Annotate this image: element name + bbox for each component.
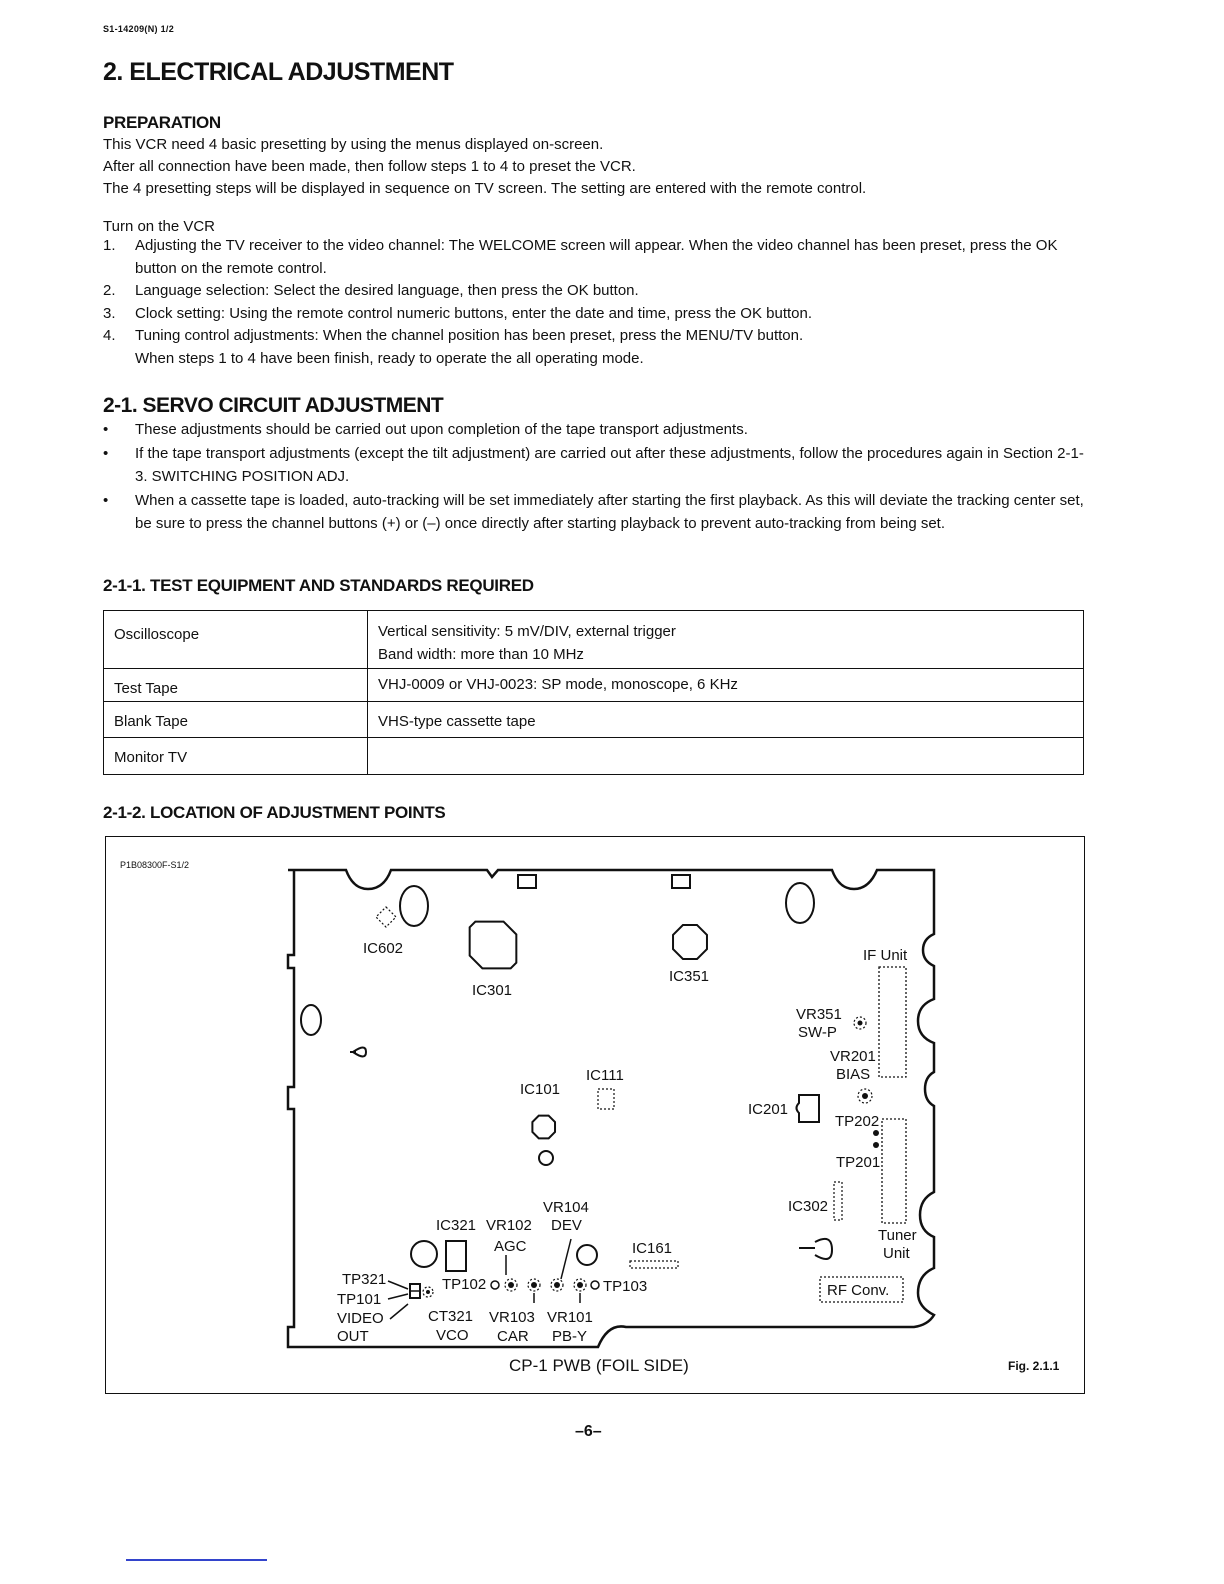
tp103-point [591,1281,599,1289]
board-diagram-frame [105,836,1085,1394]
tuner-label: Tuner [878,1227,917,1244]
vr102-dot [508,1282,514,1288]
equipment-table [103,610,1084,775]
note-text: If the tape transport adjustments (except the tilt adjustment) are carried out after these adjustments, follow the procedures again in Section 2-1-3. SWITCHING POSITION ADJ. [135,444,1084,485]
step-number: 4. [103,327,116,344]
tp201-point [873,1142,879,1148]
video-pointer [390,1304,408,1319]
ct321-label: CT321 [428,1308,474,1325]
final-note [103,348,1088,371]
table-cell-item [104,702,368,738]
step-text: Adjusting the TV receiver to the video channel: The WELCOME screen will appear. When the video channel has been preset, press the OK button on the remote control. [135,237,1058,277]
tp101-dot [426,1290,430,1294]
item-name: Monitor TV [114,749,188,766]
step-number: 3. [103,304,116,322]
tp202-label: TP202 [835,1113,880,1130]
servo-notes [103,418,1088,536]
table-row [104,669,1084,702]
table-cell-item [104,611,368,669]
bullet: • [103,491,109,509]
vr351-label: VR351 [796,1006,842,1023]
table-cell-item [104,738,368,775]
servo-heading: 2-1. SERVO CIRCUIT ADJUSTMENT [103,394,444,417]
car-label: CAR [497,1328,529,1345]
pb-y-label: PB-Y [552,1328,588,1345]
ic321-circle [411,1241,437,1267]
ic301-label: IC301 [472,982,513,999]
diagram-caption: CP-1 PWB (FOIL SIDE) [509,1356,689,1375]
note-text: These adjustments should be carried out upon completion of the tape transport adjustments. [135,421,748,438]
table-row [104,611,1084,669]
step-number: 1. [103,237,116,254]
preparation-intro [103,134,866,200]
vr101-label: VR101 [547,1309,593,1326]
intro-line: The 4 presetting steps will be displayed in sequence on TV screen. The setting are entered with the remote control. [103,180,867,197]
vr101-dot [577,1282,583,1288]
mount-hole [400,886,428,926]
turn-on-text: Turn on the VCR [103,218,215,235]
item-name: Test Tape [114,680,178,697]
tp201-label: TP201 [836,1154,881,1171]
link-underline [126,1559,267,1561]
agc-label: AGC [494,1238,527,1255]
video-label: VIDEO [337,1310,384,1327]
note-text: When a cassette tape is loaded, auto-tracking will be set immediately after starting the first playback. As this will deviate the tracking center set, be sure to press the channel buttons (+) or (–) once directly after starting playback to prevent auto-tracking from being set. [135,491,1084,532]
component-circle [577,1245,597,1265]
unit-label: Unit [883,1245,910,1262]
vr103-label: VR103 [489,1309,535,1326]
table-cell-spec [368,669,1084,702]
step-text: Tuning control adjustments: When the channel position has been preset, press the MENU/TV button. [135,327,804,344]
item-name: Blank Tape [114,713,188,730]
spec-line: Band width: more than 10 MHz [378,646,584,663]
rf-conv-label: RF Conv. [827,1282,890,1299]
connector-symbol [815,1239,832,1259]
bullet: • [103,444,109,462]
spec-line: Vertical sensitivity: 5 mV/DIV, external trigger [378,623,676,640]
vr201-dot [862,1093,868,1099]
figure-number: Fig. 2.1.1 [1008,1359,1060,1373]
step-text: Language selection: Select the desired language, then press the OK button. [135,282,639,299]
if-unit-label: IF Unit [863,947,908,964]
step-number: 2. [103,282,116,299]
servo-note [103,442,1088,489]
pwb-diagram [106,837,1084,1393]
vr104-dot [554,1282,560,1288]
page-number: –6– [575,1423,602,1440]
ic302-symbol [834,1182,842,1220]
vco-label: VCO [436,1327,469,1344]
servo-note [103,418,1088,442]
intro-line: After all connection have been made, then follow steps 1 to 4 to preset the VCR. [103,158,636,175]
sw-p-label: SW-P [798,1024,837,1041]
preset-step [103,325,1088,348]
preset-steps [103,235,1088,370]
ic602-label: IC602 [363,940,404,957]
ic302-label: IC302 [788,1198,829,1215]
item-name: Oscilloscope [114,626,200,643]
tp103-label: TP103 [603,1278,648,1295]
ic101-symbol [527,1111,560,1144]
spec-line: VHJ-0009 or VHJ-0023: SP mode, monoscope, 6 KHz [378,676,738,693]
tp101-pointer [388,1294,408,1299]
top-pad [518,875,536,888]
vr104-label: VR104 [543,1199,589,1216]
ic351-label: IC351 [669,968,710,985]
vr104-arrow [561,1239,571,1279]
step-text: Clock setting: Using the remote control numeric buttons, enter the date and time, press the OK button. [135,304,813,322]
ic201-symbol [797,1095,820,1122]
intro-line: This VCR need 4 basic presetting by using the menus displayed on-screen. [103,136,604,153]
ic602-symbol [376,907,396,927]
ic111-symbol [598,1089,614,1109]
ic111-label: IC111 [586,1067,624,1084]
table-cell-spec [368,611,1084,669]
page-title: 2. ELECTRICAL ADJUSTMENT [103,58,454,86]
tp202-point [873,1130,879,1136]
table-cell-spec [368,738,1084,775]
ic321-symbol [446,1241,466,1271]
vr201-label: VR201 [830,1048,876,1065]
ic161-label: IC161 [632,1240,673,1257]
out-label: OUT [337,1328,369,1345]
table-row [104,702,1084,738]
bullet: • [103,421,109,438]
equipment-heading: 2-1-1. TEST EQUIPMENT AND STANDARDS REQUIRED [103,576,534,595]
board-code: P1B08300F-S1/2 [120,860,190,870]
servo-note [103,489,1088,536]
tp101-label: TP101 [337,1291,382,1308]
vr103-dot [531,1282,537,1288]
tp102-label: TP102 [442,1276,487,1293]
mount-hole [301,1005,321,1035]
preparation-heading: PREPARATION [103,113,221,132]
location-heading: 2-1-2. LOCATION OF ADJUSTMENT POINTS [103,803,446,822]
if-unit-outline [879,967,906,1077]
preset-step [103,280,1088,303]
dev-label: DEV [551,1217,582,1234]
vr351-dot [858,1021,863,1026]
preset-step [103,303,1088,326]
final-note-text: When steps 1 to 4 have been finish, ready to operate the all operating mode. [135,349,644,367]
table-cell-item [104,669,368,702]
tp321-label: TP321 [342,1271,387,1288]
bias-label: BIAS [836,1066,871,1083]
ic201-label: IC201 [748,1101,789,1118]
preset-step [103,235,1088,280]
tuner-signal-lines [882,1119,906,1223]
mount-hole [786,883,814,923]
top-pad [672,875,690,888]
tp102-point [491,1281,499,1289]
ic101-hole [539,1151,553,1165]
ic321-label: IC321 [436,1217,477,1234]
tp321-pointer [388,1281,408,1289]
table-cell-spec [368,702,1084,738]
spec-line: VHS-type cassette tape [378,713,536,730]
ic301-symbol [456,908,531,983]
document-id: S1-14209(N) 1/2 [103,24,175,34]
ic351-symbol [666,918,714,966]
table-row [104,738,1084,775]
ic161-symbol [630,1261,678,1268]
vr102-label: VR102 [486,1217,532,1234]
ic101-label: IC101 [520,1081,561,1098]
